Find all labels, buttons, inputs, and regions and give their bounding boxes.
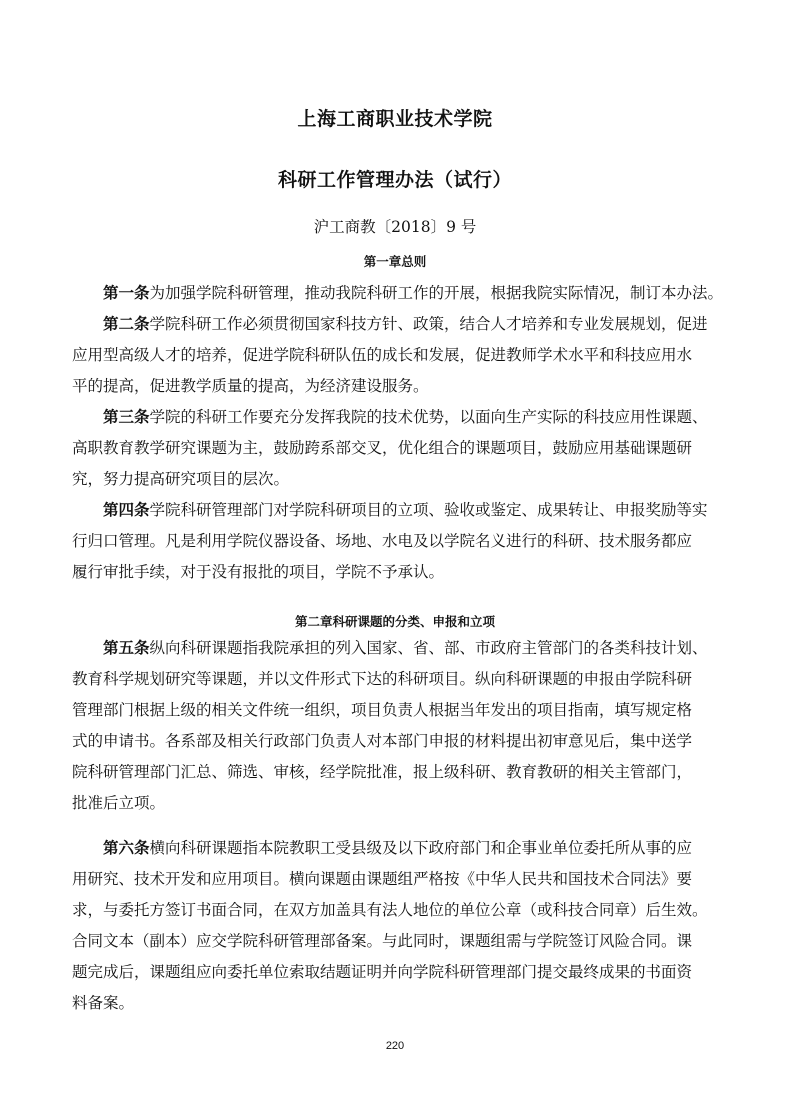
article-line: 料备案。 [72,994,135,1012]
article-text: 横向科研课题指本院教职工受县级及以下政府部门和企事业单位委托所从事的应 [149,839,693,857]
page-number: 220 [385,1040,405,1052]
article-line: 履行审批手续，对于没有报批的项目，学院不予承认。 [72,563,445,581]
article-line: 题完成后，课题组应向委托单位索取结题证明并向学院科研管理部门提交最终成果的书面资 [72,963,693,981]
article-text: 学院科研工作必须贯彻国家科技方针、政策，结合人才培养和专业发展规划，促进 [149,315,708,333]
document-number: 沪工商教〔2018〕9 号 [313,218,477,236]
article-line: 平的提高，促进教学质量的提高，为经济建设服务。 [72,377,429,395]
article-line: 用研究、技术开发和应用项目。横向课题由课题组严格按《中华人民共和国技术合同法》要 [72,870,693,888]
article-line [103,495,723,526]
article-line: 合同文本（副本）应交学院科研管理部备案。与此同时，课题组需与学院签订风险合同。课 [72,932,693,950]
article-4 [72,495,723,588]
article-6 [72,833,723,1019]
article-label: 第一条 [103,284,150,302]
article-line: 究，努力提高研究项目的层次。 [72,470,290,488]
article-line [103,309,723,340]
article-line: 应用型高级人才的培养，促进学院科研队伍的成长和发展，促进教师学术水平和科技应用水 [72,346,693,364]
article-line: 批准后立项。 [72,794,166,812]
article-text: 学院科研管理部门对学院科研项目的立项、验收或鉴定、成果转让、申报奖励等实 [149,501,708,519]
article-line: 式的申请书。各系部及相关行政部门负责人对本部门申报的材料提出初审意见后，集中送学 [72,732,693,750]
article-text: 纵向科研课题指我院承担的列入国家、省、部、市政府主管部门的各类科技计划、 [149,639,708,657]
article-line: 求，与委托方签订书面合同，在双方加盖具有法人地位的单位公章（或科技合同章）后生效。 [72,901,708,919]
article-label: 第二条 [103,315,150,333]
article-label: 第三条 [103,408,150,426]
document-title: 科研工作管理办法（试行） [277,169,512,191]
article-1 [103,278,723,309]
article-label: 第四条 [103,501,150,519]
article-label: 第六条 [103,839,150,857]
article-line: 行归口管理。凡是利用学院仪器设备、场地、水电及以学院名义进行的科研、技术服务都应 [72,532,693,550]
article-5 [72,633,723,819]
article-line [103,278,723,309]
chapter-heading-1: 第一章总则 [363,254,427,269]
article-label: 第五条 [103,639,150,657]
article-line: 管理部门根据上级的相关文件统一组织，项目负责人根据当年发出的项目指南，填写规定格 [72,701,693,719]
article-line: 教育科学规划研究等课题，并以文件形式下达的科研项目。纵向科研课题的申报由学院科研 [72,670,693,688]
article-line [103,833,723,864]
article-line [103,633,723,664]
article-3 [72,402,723,495]
chapter-heading-2: 第二章科研课题的分类、申报和立项 [294,614,495,629]
institution-title: 上海工商职业技术学院 [297,108,493,130]
article-text: 学院的科研工作要充分发挥我院的技术优势，以面向生产实际的科技应用性课题、 [149,408,708,426]
article-line: 高职教育教学研究课题为主，鼓励跨系部交叉，优化组合的课题项目，鼓励应用基础课题研 [72,439,693,457]
article-2 [72,309,723,402]
article-line: 院科研管理部门汇总、筛选、审核，经学院批准，报上级科研、教育教研的相关主管部门， [72,763,693,781]
article-text: 为加强学院科研管理，推动我院科研工作的开展，根据我院实际情况，制订本办法。 [149,284,724,302]
article-line [103,402,723,433]
